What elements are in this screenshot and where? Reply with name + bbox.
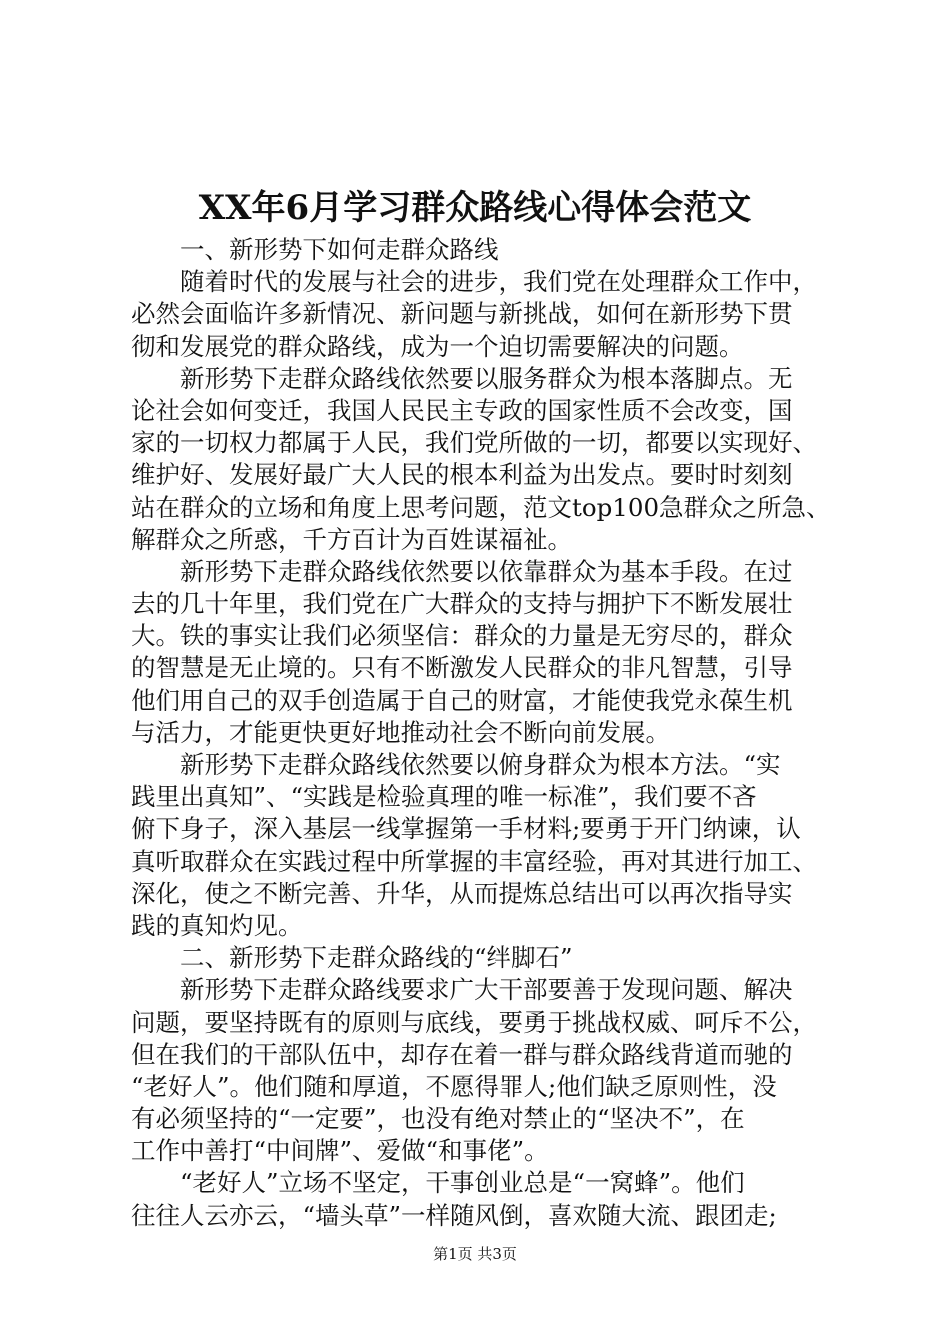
text-line: 彻和发展党的群众路线，成为一个迫切需要解决的问题。 [131,331,744,361]
text-line: 与活力，才能更快更好地推动社会不断向前发展。 [131,717,670,747]
text-line: 往往人云亦云，“墙头草”一样随风倒，喜欢随大流、跟团走; [131,1200,777,1230]
text-line: 深化，使之不断完善、升华，从而提炼总结出可以再次指导实 [131,878,793,908]
text-line: 践里出真知”、“实践是检验真理的唯一标准”，我们要不吝 [131,782,757,812]
text-line: 俯下身子，深入基层一线掌握第一手材料;要勇于开门纳谏，认 [131,814,801,844]
text-line: 去的几十年里，我们党在广大群众的支持与拥护下不断发展壮 [131,589,793,619]
text-line: “老好人”立场不坚定，干事创业总是“一窝蜂”。他们 [180,1168,745,1198]
text-line: 大。铁的事实让我们必须坚信：群众的力量是无穷尽的，群众 [131,621,793,651]
text-line: 解群众之所惑，千方百计为百姓谋福祉。 [131,524,572,554]
text-line: 工作中善打“中间牌”、爱做“和事佬”。 [131,1136,549,1166]
text-line: 新形势下走群众路线依然要以俯身群众为根本方法。“实 [180,750,781,779]
text-line: “老好人”。他们随和厚道，不愿得罪人;他们缺乏原则性，没 [131,1071,777,1101]
text-line: 家的一切权力都属于人民，我们党所做的一切，都要以实现好、 [131,428,817,458]
text-line: 有必须坚持的“一定要”，也没有绝对禁止的“坚决不”，在 [131,1104,745,1134]
text-line: 站在群众的立场和角度上思考问题，范文top100急群众之所急、 [131,492,831,522]
text-line: 一、新形势下如何走群众路线 [180,235,499,264]
page-footer: 第1页 共3页 [433,1245,517,1263]
text-line: 问题，要坚持既有的原则与底线，要勇于挑战权威、呵斥不公， [131,1007,817,1037]
text-line: 随着时代的发展与社会的进步，我们党在处理群众工作中， [180,267,817,297]
text-line: 新形势下走群众路线要求广大干部要善于发现问题、解决 [180,975,793,1005]
text-line: 论社会如何变迁，我国人民民主专政的国家性质不会改变，国 [131,395,793,425]
text-line: 二、新形势下走群众路线的“绊脚石” [180,943,573,973]
text-line: 新形势下走群众路线依然要以服务群众为根本落脚点。无 [180,363,793,393]
text-line: 必然会面临许多新情况、新问题与新挑战，如何在新形势下贯 [131,299,793,329]
text-line: 维护好、发展好最广大人民的根本利益为出发点。要时时刻刻 [131,460,793,490]
text-line: 践的真知灼见。 [131,910,303,940]
text-line: 但在我们的干部队伍中，却存在着一群与群众路线背道而驰的 [131,1039,793,1069]
text-line: 他们用自己的双手创造属于自己的财富，才能使我党永葆生机 [131,685,793,715]
document-body [131,234,831,1232]
text-line: 新形势下走群众路线依然要以依靠群众为基本手段。在过 [180,556,793,586]
document-title: XX年6月学习群众路线心得体会范文 [198,188,752,228]
text-line: 的智慧是无止境的。只有不断激发人民群众的非凡智慧，引导 [131,653,793,683]
text-line: 真听取群众在实践过程中所掌握的丰富经验，再对其进行加工、 [131,846,817,876]
